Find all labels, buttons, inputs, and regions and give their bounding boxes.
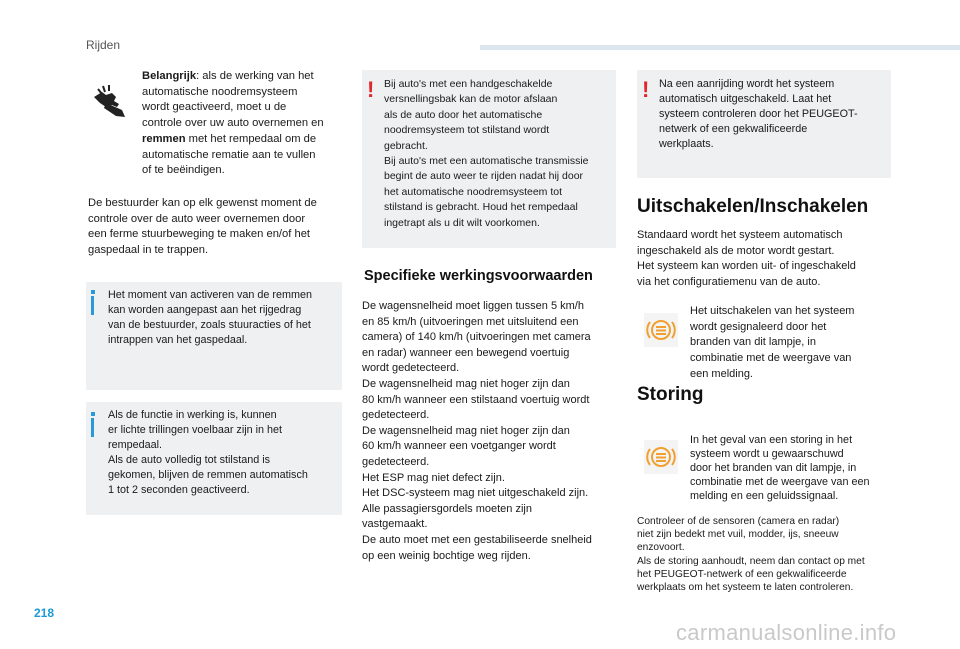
warning-note-collision: ! Na een aanrijding wordt het systeem automatisch uitgeschakeld. Laat het systeem controleren door het PEUGEOT- netwerk of een gekwalificeerde werkplaats. — [637, 70, 891, 178]
emergency-brake-warning-lamp-icon — [644, 313, 678, 347]
warning-note-manual-gearbox: ! Bij auto's met een handgeschakelde versnellingsbak kan de motor afslaan als de auto door het automatische noodremsysteem tot stilstand wordt gebracht. Bij auto's met een automatische transmissie begint de auto weer te rijden nadat hij door het automatische noodremsysteem tot stilstand is gebracht. Houd het rempedaal ingetrapt als u dit wilt voorkomen. — [362, 70, 616, 248]
info-note-vibrations: Als de functie in werking is, kunnen er lichte trillingen voelbaar zijn in het rempedaal. Als de auto volledig tot stilstand is gekomen, blijven de remmen automatisch 1 tot 2 seconden geactiveerd. — [86, 402, 342, 515]
lamp-off-text: Het uitschakelen van het systeem wordt gesignaleerd door het branden van dit lampje, in combinatie met de weergave van een melding. — [690, 305, 855, 380]
emergency-brake-warning-lamp-icon — [644, 440, 678, 474]
hand-on-brake-icon — [92, 83, 128, 119]
section-heading-toggle: Uitschakelen/Inschakelen — [637, 196, 869, 217]
info-note-braking-moment: Het moment van activeren van de remmen kan worden aangepast aan het rijgedrag van de bestuurder, zoals stuuracties of het intrappen van het gaspedaal. — [86, 282, 342, 390]
page-number: 218 — [34, 606, 55, 620]
header-bar — [480, 45, 960, 50]
fault-paragraph: Controleer of de sensoren (camera en radar) niet zijn bedekt met vuil, modder, ijs, sneeuw enzovoort. Als de storing aanhoudt, neem dan contact op met het PEUGEOT-netwerk of een gekwalificeerde werkplaats om het systeem te laten controleren. — [637, 516, 865, 594]
info-icon — [90, 290, 97, 315]
conditions-paragraph: De wagensnelheid moet liggen tussen 5 km/h en 85 km/h (uitvoeringen met uitsluitend een camera) of 140 km/h (uitvoeringen met camera en radar) wanneer een bewegend voertuig wordt gedetecteerd. De wagensnelheid mag niet hoger zijn dan 80 km/h wanneer een stilstaand voertuig wordt gedetecteerd. De wagensnelheid mag niet hoger zijn dan 60 km/h wanneer een voetganger wordt gedetecteerd. Het ESP mag niet defect zijn. Het DSC-systeem mag niet uitgeschakeld zijn. Alle passagiersgordels moeten zijn vastgemaakt. De auto moet met een gestabiliseerde snelheid op een weinig bochtige weg rijden. — [362, 300, 592, 562]
driver-override-paragraph: De bestuurder kan op elk gewenst moment de controle over de auto weer overnemen door een ferme stuurbeweging te maken en/of het gaspedaal in te trappen. — [88, 197, 317, 257]
warning-exclamation-icon: ! — [642, 77, 650, 102]
toggle-paragraph: Standaard wordt het systeem automatisch ingeschakeld als de motor wordt gestart. Het systeem kan worden uit- of ingeschakeld via het configuratiemenu van de auto. — [637, 229, 856, 289]
lamp-fault-text: In het geval van een storing in het systeem wordt u gewaarschuwd door het branden van dit lampje, in combinatie met de weergave van een melding en een geluidssignaal. — [690, 434, 870, 502]
info-icon — [90, 412, 97, 437]
section-title: Rijden — [86, 38, 121, 52]
warning-exclamation-icon: ! — [367, 77, 375, 102]
section-heading-fault: Storing — [637, 384, 704, 405]
important-label: Belangrijk — [142, 70, 197, 82]
watermark: carmanualsonline.info — [676, 620, 897, 645]
section-heading-conditions: Specifieke werkingsvoorwaarden — [364, 268, 593, 284]
important-note: Belangrijk: als de werking van het automatische noodremsysteem wordt geactiveerd, moet u de controle over uw auto overnemen en remmen met het rempedaal om de automatische rematie aan te vullen of te beëindigen. — [142, 70, 324, 177]
